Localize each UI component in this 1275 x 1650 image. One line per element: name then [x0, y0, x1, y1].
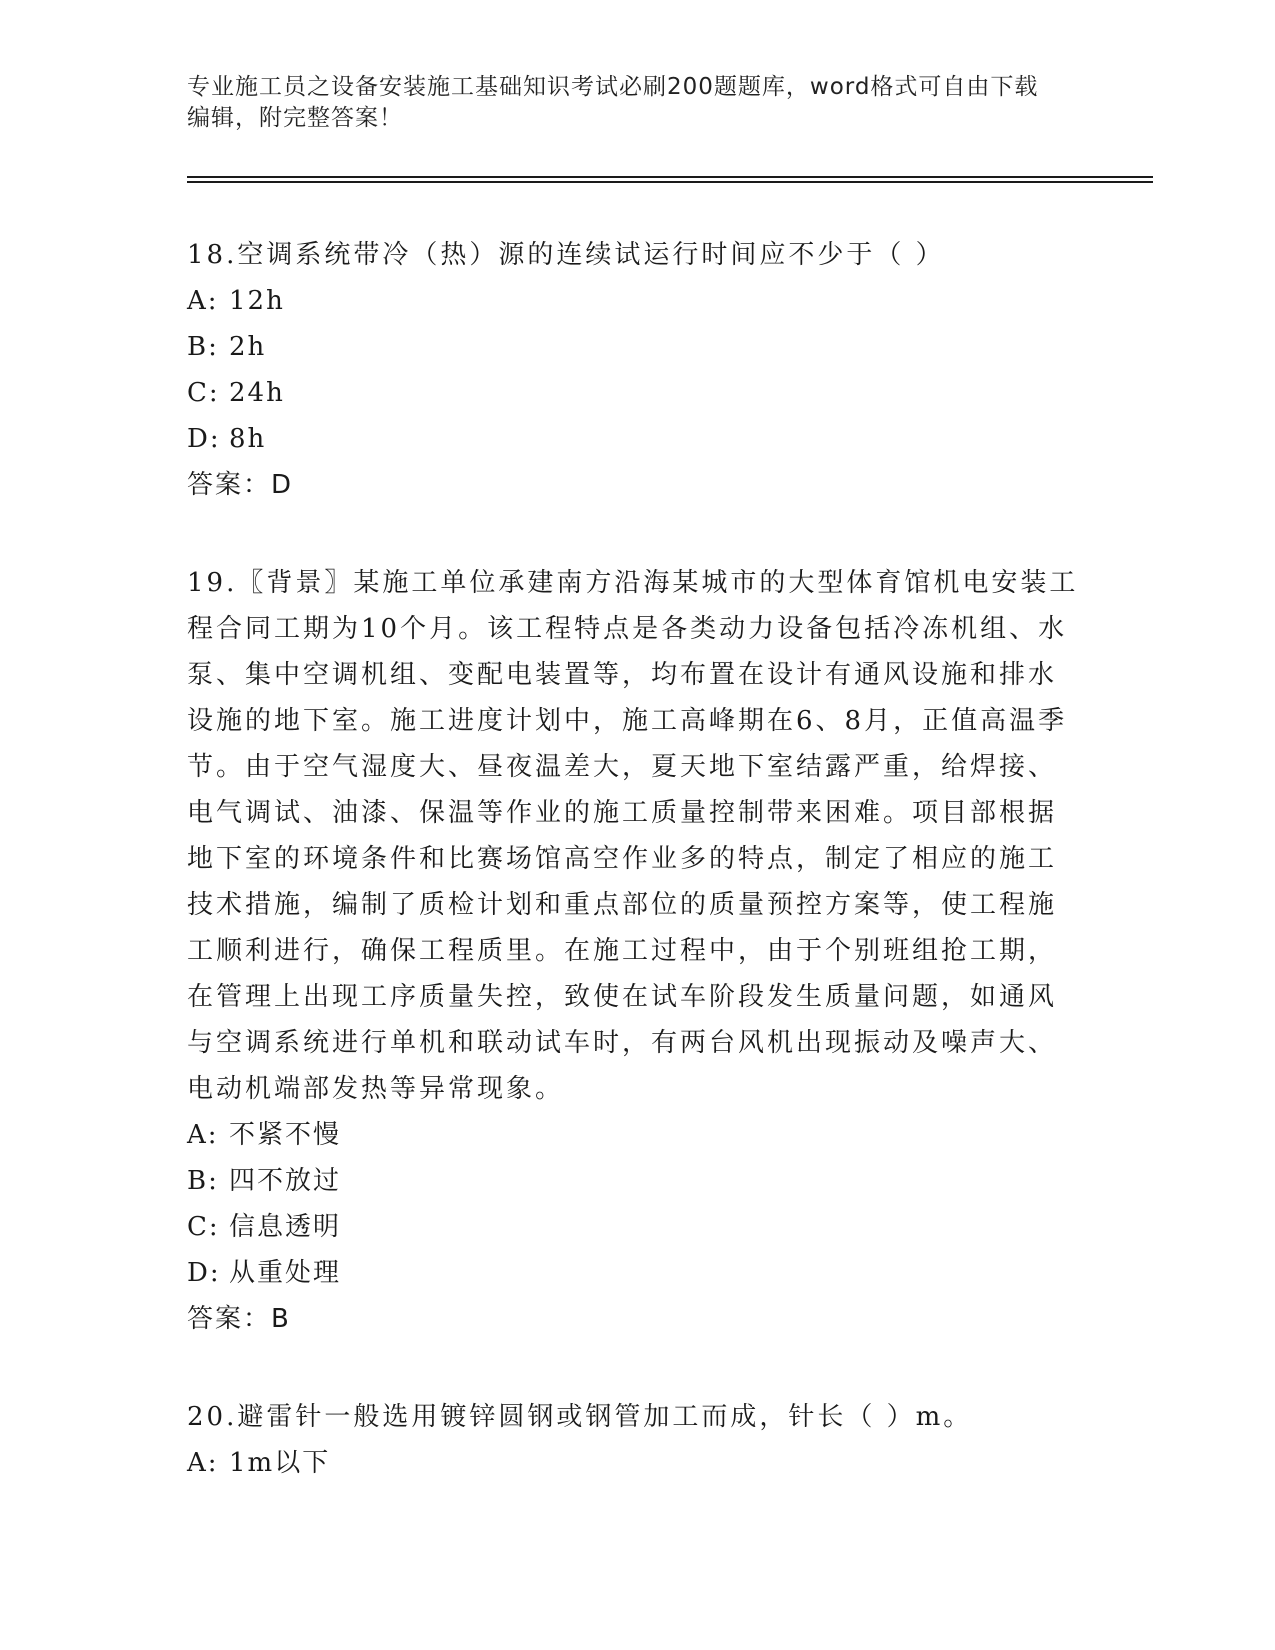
spacer: [187, 508, 1087, 560]
document-header: [187, 72, 1087, 134]
question-18: [187, 232, 1087, 508]
question-stem-line: 电气调试、油漆、保温等作业的施工质量控制带来困难。项目部根据: [187, 798, 1058, 828]
header-line-2: 编辑，附完整答案！: [187, 105, 403, 131]
option-b: [187, 324, 1087, 370]
option-text: 信息透明: [229, 1212, 342, 1242]
question-number: 19.: [187, 568, 238, 598]
option-b: [187, 1158, 1087, 1204]
question-number: 20.: [187, 1402, 238, 1432]
option-key: B:: [187, 1166, 219, 1196]
question-stem-line: 在管理上出现工序质量失控，致使在试车阶段发生质量问题，如通风: [187, 982, 1058, 1012]
question-stem-line: 工顺利进行，确保工程质里。在施工过程中，由于个别班组抢工期，: [187, 936, 1058, 966]
header-line-1: 专业施工员之设备安装施工基础知识考试必刷200题题库，word格式可自由下载: [187, 74, 1039, 100]
header-divider-bottom: [187, 181, 1153, 183]
question-text: 避雷针一般选用镀锌圆钢或钢管加工而成，针长（ ）m。: [237, 1402, 973, 1432]
option-key: A:: [187, 1448, 219, 1478]
option-c: [187, 370, 1087, 416]
option-key: A:: [187, 1120, 219, 1150]
question-20: [187, 1394, 1087, 1486]
option-text: 12h: [229, 286, 285, 316]
option-c: [187, 1204, 1087, 1250]
question-stem-line: 与空调系统进行单机和联动试车时，有两台风机出现振动及噪声大、: [187, 1028, 1058, 1058]
question-stem-line: 地下室的环境条件和比赛场馆高空作业多的特点，制定了相应的施工: [187, 844, 1058, 874]
question-text: 空调系统带冷（热）源的连续试运行时间应不少于（ ）: [237, 240, 945, 270]
option-key: B:: [187, 332, 219, 362]
option-text: 1m以下: [229, 1448, 331, 1478]
option-text: 不紧不慢: [229, 1120, 342, 1150]
option-key: A:: [187, 286, 219, 316]
option-d: [187, 416, 1087, 462]
question-stem-line: 电动机端部发热等异常现象。: [187, 1074, 565, 1104]
option-text: 2h: [229, 332, 267, 362]
option-key: D:: [187, 424, 221, 454]
spacer: [187, 1342, 1087, 1394]
question-stem-line: 节。由于空气湿度大、昼夜温差大，夏天地下室结露严重，给焊接、: [187, 752, 1058, 782]
question-stem: [187, 232, 1087, 278]
option-a: [187, 278, 1087, 324]
question-19: [187, 560, 1087, 1342]
question-stem-line: [187, 560, 1087, 606]
option-a: [187, 1112, 1087, 1158]
question-stem-line: 程合同工期为10个月。该工程特点是各类动力设备包括冷冻机组、水: [187, 614, 1068, 644]
question-stem: [187, 1394, 1087, 1440]
header-divider-top: [187, 176, 1153, 178]
question-stem-line: 泵、集中空调机组、变配电装置等，均布置在设计有通风设施和排水: [187, 660, 1058, 690]
option-key: C:: [187, 1212, 220, 1242]
option-d: [187, 1250, 1087, 1296]
option-text: 四不放过: [229, 1166, 342, 1196]
question-stem-line: 设施的地下室。施工进度计划中，施工高峰期在6、8月，正值高温季: [187, 706, 1068, 736]
answer-line: 答案：B: [187, 1304, 291, 1334]
option-key: D:: [187, 1258, 221, 1288]
option-key: C:: [187, 378, 220, 408]
question-text: 〖背景〗某施工单位承建南方沿海某城市的大型体育馆机电安装工: [237, 568, 1079, 598]
answer-line: 答案：D: [187, 470, 294, 500]
question-list: [187, 232, 1087, 1486]
option-text: 24h: [229, 378, 285, 408]
option-a: [187, 1440, 1087, 1486]
question-number: 18.: [187, 240, 238, 270]
question-stem-line: 技术措施，编制了质检计划和重点部位的质量预控方案等，使工程施: [187, 890, 1058, 920]
option-text: 8h: [229, 424, 267, 454]
option-text: 从重处理: [229, 1258, 342, 1288]
